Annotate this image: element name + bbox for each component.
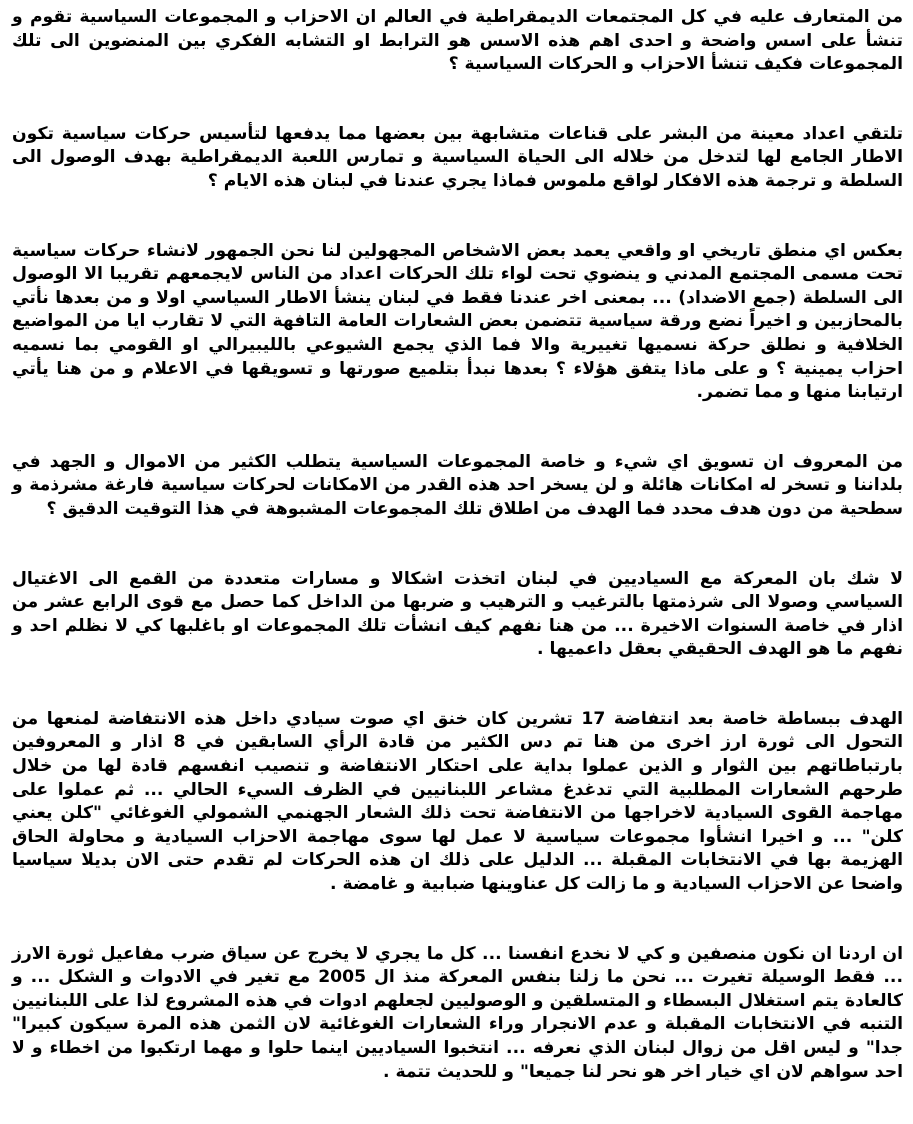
paragraph-sovereigntists: لا شك بان المعركة مع السياديين في لبنان اتخذت اشكالا و مسارات متعددة من القمع الى الاغتيال السياسي وصولا الى شرذمتها بالترغيب و الترهيب و ضربها من الداخل كما حصل مع قوى الرابع عشر من اذار في خاصة السنوات الاخيرة ... من هنا نفهم كيف انشأت تلك المجموعات او باغلبها كي لا نظلم احد و نفهم ما هو الهدف الحقيقي بعقل داعميها . — [12, 568, 903, 660]
paragraph-conclusion: ان اردنا ان نكون منصفين و كي لا نخدع انفسنا ... كل ما يجري لا يخرج عن سياق ضرب مفاعيل ثورة الارز ... فقط الوسيلة تغيرت ... نحن ما زلنا بنفس المعركة منذ ال 2005 مع تغير في الادوات و الشكل ... و كالعادة يتم استغلال البسطاء و المتسلقين و الوصوليين لجعلهم ادوات في هذه المشروع لذا على اللبنانيين التنبه في الانتخابات المقبلة و عدم الانجرار وراء الشعارات الغوغائية لان الثمن هذه المرة سيكون كبيرا" جدا" و ليس اقل من زوال لبنان الذي نعرفه ... انتخبوا السياديين اينما حلوا و مهما ارتكبوا من اخطاء و لا احد سواهم لان اي خيار اخر هو نحر لنا جميعا" و للحديث تتمة . — [12, 943, 903, 1082]
paragraph-civil-society: بعكس اي منطق تاريخي او واقعي يعمد بعض الاشخاص المجهولين لنا نحن الجمهور لانشاء حركات سياسية تحت مسمى المجتمع المدني و ينضوي تحت لواء تلك الحركات اعداد من الناس لايجمعهم تقريبا الا الوصول الى السلطة (جمع الاضداد) ... بمعنى اخر عندنا فقط في لبنان ينشأ الاطار السياسي اولا و من بعدها نأتي بالمحازبين و اخيراً نضع ورقة سياسية تتضمن بعض الشعارات العامة التافهة التي لا تقارب ايا من المواضيع الخلافية و نطلق حركة نسميها تغييرية والا فما الذي يجمع الشيوعي بالليبيرالي او القومي بما نسميه احزاب يمينية ؟ و على ماذا يتفق هؤلاء ؟ بعدها نبدأ بتلميع صورتها و تسويقها في الاعلام و من هنا يأتي ارتيابنا منها و مما تضمر. — [12, 240, 903, 403]
paragraph-intro: من المتعارف عليه في كل المجتمعات الديمقراطية في العالم ان الاحزاب و المجموعات السياسية تقوم و تنشأ على اسس واضحة و احدى اهم هذه الاسس هو الترابط او التشابه الفكري بين المنضوين الى تلك المجموعات فكيف تنشأ الاحزاب و الحركات السياسية ؟ — [12, 7, 903, 75]
paragraph-october-uprising: الهدف ببساطة خاصة بعد انتفاضة 17 تشرين كان خنق اي صوت سيادي داخل هذه الانتفاضة لمنعها من التحول الى ثورة ارز اخرى من هنا تم دس الكثير من قادة الرأي السابقين في 8 اذار و المعروفين بارتباطاتهم بين الثوار و الذين عملوا بداية على احتكار الانتفاضة و تنصيب انفسهم قادة لها من خلال طرحهم الشعارات المطلبية التي تدغدغ مشاعر اللبنانيين في الظرف السيء الحالي ... ثم عملوا على مهاجمة القوى السيادية لاخراجها من الانتفاضة تحت ذلك الشعار الجهنمي الشمولي الغوغائي "كلن يعني كلن" ... و اخيرا انشأوا مجموعات سياسية لا عمل لها سوى مهاجمة الاحزاب السيادية و محاولة الحاق الهزيمة بها في الانتخابات المقبلة ... الدليل على ذلك ان هذه الحركات لم تقدم حتى الان بديلا سياسيا واضحا عن الاحزاب السيادية و ما زالت كل عناوينها ضبابية و غامضة . — [12, 708, 904, 895]
paragraph-formation: تلتقي اعداد معينة من البشر على قناعات متشابهة بين بعضها مما يدفعها لتأسيس حركات سياسية تكون الاطار الجامع لها لتدخل من خلاله الى الحياة السياسية و تمارس اللعبة الديمقراطية بهدف الوصول الى السلطة و ترجمة هذه الافكار لواقع ملموس فماذا يجري عندنا في لبنان هذه الايام ؟ — [12, 123, 903, 191]
paragraph-funding: من المعروف ان تسويق اي شيء و خاصة المجموعات السياسية يتطلب الكثير من الاموال و الجهد في بلداننا و تسخر له امكانات هائلة و لن يسخر احد هذه القدر من الامكانات لحركات سياسية فارغة مشرذمة و سطحية من دون هدف محدد فما الهدف من اطلاق تلك المجموعات المشبوهة في هذا التوقيت الدقيق ؟ — [12, 451, 903, 519]
